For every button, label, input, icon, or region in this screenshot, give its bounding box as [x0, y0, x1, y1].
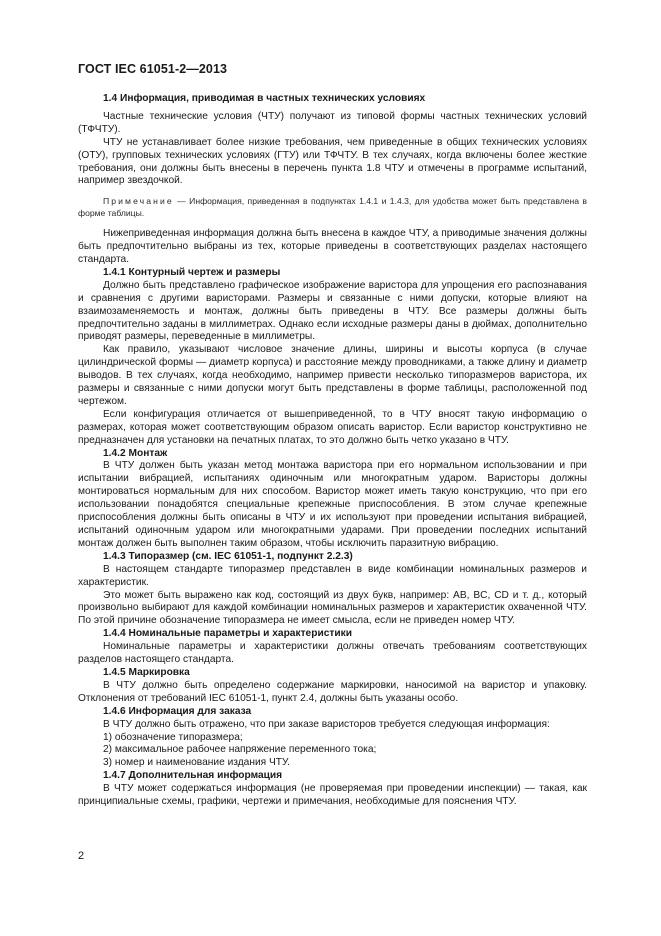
paragraph: Если конфигурация отличается от вышеприведенной, то в ЧТУ вносят такую информацию о размерах, которая может соответствующим образом описать варистор. Если варистор конструктивно не предназначен для установки на печатных платах, то это должно быть четко указано в ЧТУ. [78, 408, 587, 446]
paragraph: ЧТУ не устанавливает более низкие требования, чем приведенные в общих технических условиях (ОТУ), групповых технических условиях (ГТУ) или ТФЧТУ. В тех случаях, когда включены более жесткие требования, они должны быть внесены в перечень пункта 1.8 ЧТУ и отмечены в программе испытаний, например звездочкой. [78, 136, 587, 187]
note-text: — Информация, приведенная в подпунктах 1.4.1 и 1.4.3, для удобства может быть представлена в форме таблицы. [78, 196, 587, 218]
paragraph: В ЧТУ должно быть отражено, что при заказе варисторов требуется следующая информация: [103, 718, 550, 730]
note-label: Примечание [103, 196, 174, 207]
paragraph: Это может быть выражено как код, состоящий из двух букв, например: AB, BC, CD и т. д., который произвольно выбирают для каждой комбинации номинальных размеров и характеристик охваченной ЧТУ. По этой причине обозначение типоразмера не имеет смысла, если не приведен номер ЧТУ. [78, 589, 587, 627]
paragraph: Нижеприведенная информация должна быть внесена в каждое ЧТУ, а приводимые значения должны быть предпочтительно выбраны из тех, которые приведены в соответствующих разделах настоящего стандарта. [78, 228, 587, 265]
paragraph: Частные технические условия (ЧТУ) получают из типовой формы частных технических условий (ТФЧТУ). [78, 110, 587, 135]
subsection-heading: 1.4.5 Маркировка [103, 666, 190, 678]
subsection-heading: 1.4.3 Типоразмер (см. IEC 61051-1, подпункт 2.2.3) [103, 550, 353, 562]
list-item: 3) номер и наименование издания ЧТУ. [103, 757, 290, 769]
subsection-heading: 1.4.1 Контурный чертеж и размеры [103, 266, 281, 278]
paragraph: В ЧТУ должно быть определено содержание маркировки, наносимой на варистор и упаковку. Отклонения от требований IEC 61051-1, пункт 2.4, должны быть указаны особо. [78, 679, 587, 704]
subsection-heading: 1.4.6 Информация для заказа [103, 705, 252, 717]
page-number: 2 [78, 850, 85, 862]
paragraph: В ЧТУ должен быть указан метод монтажа варистора при его нормальном использовании и при испытании вибрацией, испытаниях одиночным или многократным ударом. Варисторы должны монтироваться нормальным для них способом. Варистор может иметь такую конструкцию, что при его использовании понадобятся специальные крепежные приспособления. В этом случае крепежные приспособления должны быть описаны в ЧТУ и их используют при проведении испытания вибрацией, испытаний одиночным ударом или многократными ударами. При проведении последних испытаний монтаж должен быть выполнен таким образом, чтобы исключить паразитную вибрацию. [78, 460, 587, 549]
document-body [78, 93, 587, 809]
subsection-heading: 1.4.2 Монтаж [103, 447, 168, 459]
subsection-heading: 1.4.4 Номинальные параметры и характеристики [103, 628, 352, 640]
list-item: 2) максимальное рабочее напряжение переменного тока; [103, 744, 377, 756]
note [78, 196, 587, 219]
subsection-heading: 1.4.7 Дополнительная информация [103, 770, 283, 782]
section-heading: 1.4 Информация, приводимая в частных технических условиях [103, 93, 426, 104]
paragraph: В ЧТУ может содержаться информация (не проверяемая при проведении инспекции) — такая, как принципиальные схемы, графики, чертежи и примечания, необходимые для пояснения ЧТУ. [78, 783, 587, 808]
list-item: 1) обозначение типоразмера; [103, 731, 243, 743]
paragraph: Номинальные параметры и характеристики должны отвечать требованиям соответствующих разделов настоящего стандарта. [78, 641, 587, 666]
document-header: ГОСТ IEC 61051-2—2013 [78, 62, 228, 76]
paragraph: В настоящем стандарте типоразмер представлен в виде комбинации номинальных размеров и характеристик. [78, 563, 587, 588]
paragraph: Как правило, указывают числовое значение длины, ширины и высоты корпуса (в случае цилиндрической формы — диаметр корпуса) и расстояние между проводниками, а также длину и диаметр выводов. В тех случаях, когда необходимо, например привести несколько типоразмеров варистора, их размеры и связанные с ними допуски могут быть представлены в форме таблицы, расположенной под чертежом. [78, 344, 587, 407]
paragraph: Должно быть представлено графическое изображение варистора для упрощения его распознавания и сравнения с другими варисторами. Размеры и связанные с ними допуски, которые влияют на взаимозаменяемость и монтаж, должны быть приведены в ЧТУ. Все размеры должны быть предпочтительно заданы в миллиметрах. Однако если исходные размеры даны в дюймах, дополнительно приводят размеры, переведенные в миллиметры. [78, 279, 587, 343]
